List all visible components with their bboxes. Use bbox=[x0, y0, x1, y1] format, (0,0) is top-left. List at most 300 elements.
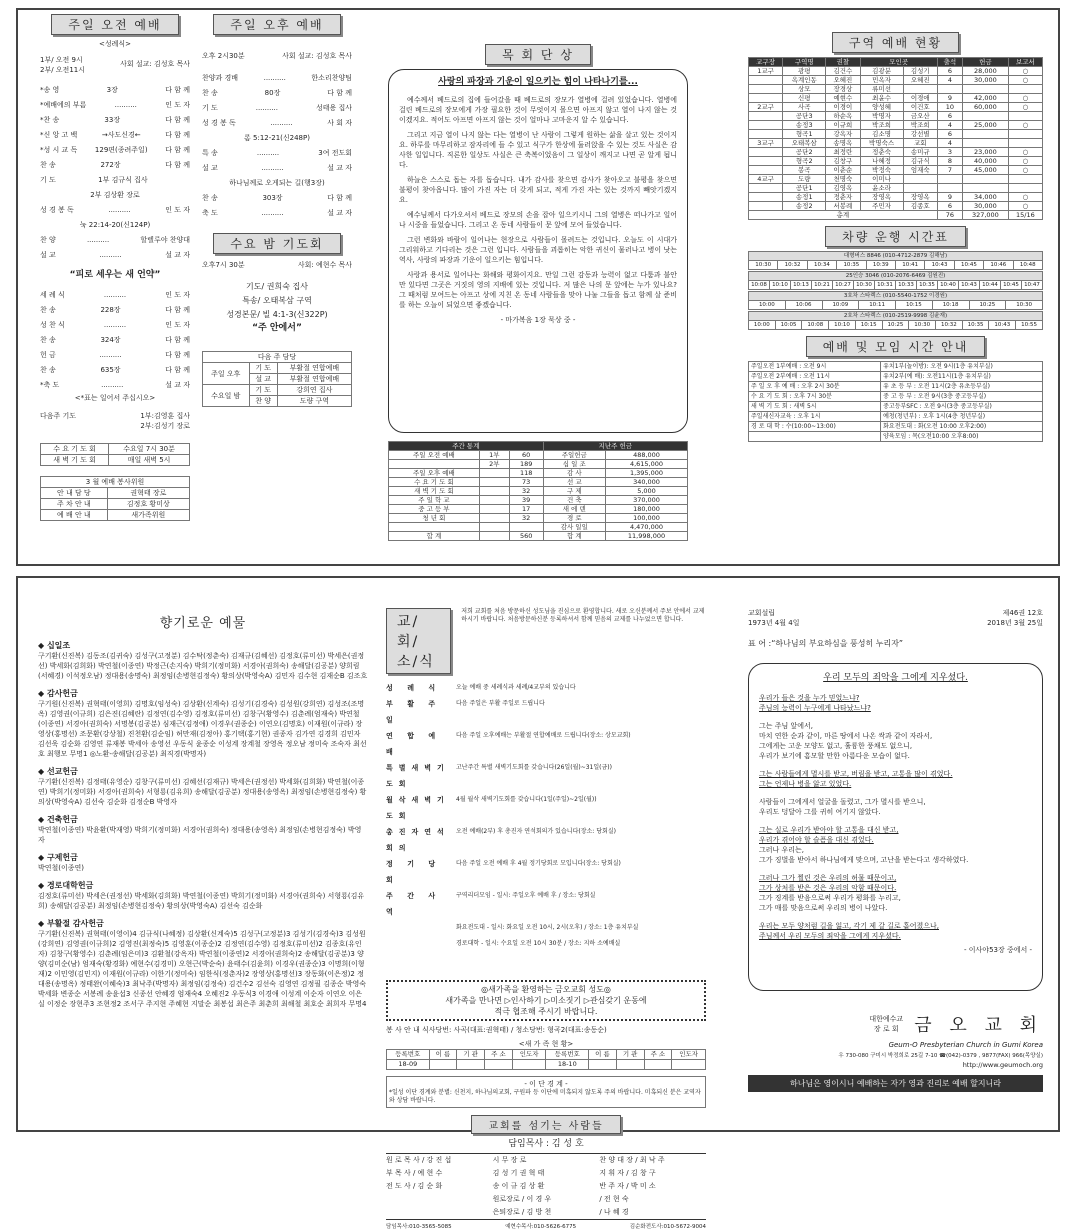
district-cell: 4교구 bbox=[749, 175, 783, 184]
district-cell: 4 bbox=[937, 76, 962, 85]
district-cell bbox=[749, 121, 783, 130]
stats-cell bbox=[389, 523, 480, 532]
cover-column bbox=[748, 578, 1043, 1130]
stats-cell: 중 고 등 부 bbox=[389, 505, 480, 514]
vehicle-stop-time: 10:09 bbox=[822, 301, 859, 310]
vehicle-stop-time: 10:41 bbox=[895, 261, 924, 270]
vehicle-stop-time: 10:15 bbox=[855, 321, 882, 330]
district-row bbox=[749, 94, 1043, 103]
district-cell: 9 bbox=[937, 94, 962, 103]
district-cell: 6 bbox=[937, 202, 962, 211]
meeting-row bbox=[749, 412, 1043, 422]
newcomer-welcome-box bbox=[386, 980, 706, 1021]
news-item-text: 다음 주일은 부활 주일로 드립니다 bbox=[456, 700, 545, 707]
vehicle-stop-row bbox=[749, 321, 1043, 330]
stats-cell: 39 bbox=[509, 496, 543, 505]
order-row bbox=[40, 318, 190, 333]
district-cell: 23,000 bbox=[963, 148, 1009, 157]
vehicle-stop-time: 10:32 bbox=[936, 321, 963, 330]
order-cell: 인 도 자 bbox=[165, 101, 190, 109]
news-item bbox=[386, 792, 706, 824]
news-item-key: 연 합 예 배 bbox=[386, 732, 442, 756]
poem-line: 주님의 능력이 누구에게 나타났느냐? bbox=[759, 704, 871, 712]
district-cell: ○ bbox=[1008, 157, 1042, 166]
vehicle-route-table bbox=[748, 311, 1043, 330]
offerings-list bbox=[38, 641, 368, 1009]
meeting-cell: 중고등부SFC : 오전 9시(3층 중고등부실) bbox=[881, 402, 1043, 412]
denomination: 대한예수교 장 로 회 bbox=[869, 1015, 904, 1033]
morning-order-list bbox=[40, 83, 190, 263]
district-header-cell: 헌금 bbox=[963, 58, 1009, 67]
poem-line bbox=[759, 913, 1032, 921]
stats-cell: 73 bbox=[509, 478, 543, 487]
newcomer-header-cell: 등록번호 bbox=[387, 1050, 430, 1060]
poem-line: 그가 징계를 받음으로써 우리가 평화를 누리고, bbox=[759, 894, 901, 902]
duty-cell: 권혁태 장로 bbox=[107, 488, 189, 499]
offerings-column bbox=[38, 578, 368, 1130]
newcomer-title: <새 가 족 현 황> bbox=[518, 1040, 574, 1048]
vehicle-route-name: 2호차 스타렉스 (010-2519-9998 김윤재) bbox=[749, 312, 1043, 321]
next-prayer bbox=[40, 411, 190, 431]
district-cell: 4 bbox=[937, 121, 962, 130]
order-cell: 80장 bbox=[264, 89, 281, 97]
order-row bbox=[40, 113, 190, 128]
newcomer-header-row bbox=[387, 1050, 706, 1060]
vehicle-stop-time: 10:34 bbox=[807, 261, 836, 270]
district-cell bbox=[963, 112, 1009, 121]
server-cell bbox=[386, 1193, 493, 1206]
district-cell: 장경상 bbox=[826, 85, 860, 94]
district-cell: 윤소라 bbox=[860, 184, 903, 193]
bulletin-outer-sheet bbox=[16, 576, 1060, 1230]
sermon-title: “피로 세우는 새 언약” bbox=[69, 270, 161, 280]
order-cell: *성 시 교 독 bbox=[40, 146, 78, 154]
order-row bbox=[40, 248, 190, 263]
order-row bbox=[40, 218, 190, 233]
meeting-cell: 유치2부(예 배): 오전11시(1층 유치부실) bbox=[881, 372, 1043, 382]
stats-row bbox=[389, 514, 688, 523]
next-duty-cell: 강희연 집사 bbox=[277, 385, 351, 396]
pastor-column-box bbox=[388, 69, 688, 433]
order-cell: 설 교 자 bbox=[327, 164, 352, 172]
order-cell: 성 찬 식 bbox=[40, 321, 65, 329]
order-cell: 324장 bbox=[100, 336, 121, 344]
pastor-column bbox=[388, 10, 688, 564]
poem-reference: - 이사야53장 중에서 - bbox=[964, 946, 1032, 954]
server-row bbox=[386, 1206, 706, 1219]
heresy-title: - 이 단 경 계 - bbox=[524, 1080, 568, 1088]
servers-title: 교회를 섬기는 사람들 bbox=[471, 1115, 620, 1134]
offering-group-names: 구기환(신진복) 김동조(김귀숙) 김성구(고정분) 김수탁(정춘숙) 김재규(김혜선) 김정호(류미선) 박세은(권정선) 박세화(김희화) 박연철(이종연) 박정근(손지숙) 박희기(정미화) 서경아(권희숙) 송해달(김공분) 양희림(서혜경) 이석정오남) 정대용(송명숙) 최정임(손병현김정숙) 황의상(박영숙A) 김민자 김수현 김재순B 김조흐 bbox=[38, 652, 368, 680]
stats-cell: 주 일 학 교 bbox=[389, 496, 480, 505]
stats-cell: 100,000 bbox=[606, 514, 688, 523]
district-cell: 김창구 bbox=[826, 157, 860, 166]
district-cell: 이미나 bbox=[860, 175, 903, 184]
welcome-box-line: ◎새가족을 환영하는 금오교회 성도◎ bbox=[481, 985, 611, 994]
district-cell: 4 bbox=[937, 139, 962, 148]
order-cell: 헌 금 bbox=[40, 351, 56, 359]
next-duty-title: 다음 주 담당 bbox=[203, 352, 352, 363]
district-row bbox=[749, 175, 1043, 184]
district-cell bbox=[749, 193, 783, 202]
vehicle-stop-time: 10:15 bbox=[896, 301, 933, 310]
order-cell: .......... bbox=[103, 291, 127, 299]
order-cell: 찬 송 bbox=[40, 336, 56, 344]
church-name-block bbox=[748, 1011, 1043, 1037]
church-website[interactable]: http://www.geumoch.org bbox=[962, 1061, 1043, 1069]
news-item-text: 4월 월삭 새벽기도회를 갖습니다(1일(주일)~2일(월)) bbox=[456, 796, 597, 803]
district-header-cell: 권찰 bbox=[826, 58, 860, 67]
vehicle-stop-time: 10:40 bbox=[938, 281, 959, 290]
offering-group-heading: ◆ 감사헌금 bbox=[38, 689, 78, 698]
district-cell bbox=[963, 85, 1009, 94]
vehicle-stop-time: 10:47 bbox=[1022, 281, 1043, 290]
wednesday-officiant: 사회: 예현수 목사 bbox=[297, 261, 352, 269]
wednesday-time-row bbox=[202, 260, 352, 270]
poem-line: 그가 매를 맞음으로써 우리의 병이 나았다. bbox=[759, 904, 888, 912]
stats-cell: 경 로 bbox=[543, 514, 605, 523]
stats-cell: 118 bbox=[509, 469, 543, 478]
vehicle-route-name: 3호차 스타렉스 (010-5540-1752 이경원) bbox=[749, 292, 1043, 301]
district-cell bbox=[749, 148, 783, 157]
stats-cell: 합 계 bbox=[389, 532, 480, 541]
vehicle-stop-time: 10:35 bbox=[837, 261, 866, 270]
news-item-key: 정 기 당 회 bbox=[386, 860, 442, 884]
order-cell: 눅 22:14-20(신124P) bbox=[79, 221, 151, 229]
next-prayer-1: 1부:김영훈 집사 bbox=[140, 412, 190, 420]
poem-line: 그가 상처를 받은 것은 우리의 악함 때문이다. bbox=[759, 884, 897, 892]
stats-cell: 488,000 bbox=[606, 451, 688, 460]
afternoon-time: 오후 2시30분 bbox=[202, 52, 245, 60]
vehicle-stop-time: 10:30 bbox=[909, 321, 936, 330]
order-cell: *송 영 bbox=[40, 86, 60, 94]
district-cell: ○ bbox=[1008, 94, 1042, 103]
vehicle-stop-time: 10:11 bbox=[859, 301, 896, 310]
newcomer-header-cell: 등록번호 bbox=[546, 1050, 589, 1060]
phone-2: 예현수목사:010-5626-6775 bbox=[505, 1224, 577, 1230]
next-duty-cell: 설 교 bbox=[249, 374, 277, 385]
stats-row bbox=[389, 487, 688, 496]
district-cell: ○ bbox=[1008, 103, 1042, 112]
vehicle-schedule bbox=[748, 251, 1043, 330]
duty-table bbox=[40, 476, 190, 521]
vehicle-stop-time: 10:43 bbox=[925, 261, 954, 270]
vehicle-stop-time: 10:08 bbox=[749, 281, 770, 290]
meeting-row bbox=[749, 382, 1043, 392]
newcomer-row bbox=[387, 1060, 706, 1070]
district-cell bbox=[749, 184, 783, 193]
news-item bbox=[386, 696, 706, 728]
next-duty-cell: 부활절 연합예배 bbox=[277, 363, 351, 374]
order-cell: 다 함 께 bbox=[165, 161, 190, 169]
order-cell: 인 도 자 bbox=[165, 291, 190, 299]
server-cell: 전 도 사 / 김 순 화 bbox=[386, 1182, 443, 1190]
district-cell: 봉곡 bbox=[783, 166, 826, 175]
order-cell: 하나님께로 오게되는 길(행3장) bbox=[229, 179, 325, 187]
server-row bbox=[386, 1154, 706, 1167]
newcomer-header-cell: 인도자 bbox=[672, 1050, 706, 1060]
news-item bbox=[386, 856, 706, 888]
pastor-column-body bbox=[399, 95, 677, 310]
poem-line: 그는 주님 앞에서, bbox=[759, 722, 814, 730]
district-cell: 박조희 bbox=[903, 121, 937, 130]
order-cell: 303장 bbox=[262, 194, 283, 202]
stats-cell: 건 축 bbox=[543, 496, 605, 505]
news-item bbox=[386, 920, 706, 936]
order-cell: 축 도 bbox=[202, 209, 218, 217]
news-item-key: 성 례 식 bbox=[386, 684, 442, 692]
order-cell: .......... bbox=[101, 381, 124, 389]
district-cell: ○ bbox=[1008, 148, 1042, 157]
district-cell: 정춘자 bbox=[826, 193, 860, 202]
stats-cell: 340,000 bbox=[606, 478, 688, 487]
district-cell bbox=[749, 112, 783, 121]
stats-header: 주간 통계 bbox=[389, 442, 544, 451]
district-cell: 60,000 bbox=[963, 103, 1009, 112]
district-cell: 사곡 bbox=[783, 103, 826, 112]
district-cell bbox=[1008, 112, 1042, 121]
vehicle-stop-time: 10:27 bbox=[833, 281, 854, 290]
vehicle-route-header-row bbox=[749, 292, 1043, 301]
vehicle-stop-time: 10:33 bbox=[896, 281, 917, 290]
vehicle-stop-time: 10:43 bbox=[959, 281, 980, 290]
district-cell: 김종호 bbox=[903, 202, 937, 211]
offering-group-heading: ◆ 구제헌금 bbox=[38, 853, 78, 862]
duty-title: 3 월 예배 봉사위원 bbox=[41, 477, 190, 488]
district-header-cell: 출석 bbox=[937, 58, 962, 67]
news-item-key: 월삭새벽기도회 bbox=[386, 796, 450, 820]
afternoon-time-row: 오후 2시30분 사회 설교: 김성호 목사 bbox=[202, 52, 352, 60]
phone-3: 김순화전도사:010-5672-9004 bbox=[629, 1224, 706, 1230]
district-row bbox=[749, 202, 1043, 211]
order-cell: 기 도 bbox=[40, 176, 56, 184]
news-item-text: 오늘 예배 중 세례식과 세례/4교부의 있습니다 bbox=[456, 684, 576, 691]
pastor-paragraph: 예수님께서 다가오셔서 베드로 장모의 손을 잡아 일으키시니 그의 열병은 떠나가고 일어나 시중을 들었습니다. 그리고 온 동네 사람들이 문 앞에 모여 들었습니다. bbox=[399, 211, 677, 229]
order-cell: 272장 bbox=[100, 161, 121, 169]
news-item-text: 다음 주일 오전 예배 후 4월 정기당회로 모입니다(장소: 당회실) bbox=[456, 860, 621, 867]
order-cell: 다 함 께 bbox=[165, 351, 190, 359]
offering-group-heading: ◆ 부활절 감사헌금 bbox=[38, 919, 104, 928]
district-row bbox=[749, 166, 1043, 175]
district-total-cell: 327,000 bbox=[963, 211, 1009, 220]
duty-cell: 새가족위원 bbox=[107, 510, 189, 521]
next-duty-cell: 기 도 bbox=[249, 385, 277, 396]
stats-cell: 청 년 회 bbox=[389, 514, 480, 523]
newcomer-header-cell: 기 관 bbox=[616, 1050, 644, 1060]
stats-cell: 1부 bbox=[479, 451, 509, 460]
meeting-cell: 예청(청년부) : 오후 1시(4층 청년부실) bbox=[881, 412, 1043, 422]
district-cell: 7 bbox=[937, 166, 962, 175]
district-cell: 상모 bbox=[783, 85, 826, 94]
server-row bbox=[386, 1180, 706, 1193]
order-cell: 129편(종려주일) bbox=[94, 146, 148, 154]
meetings-table bbox=[748, 361, 1043, 442]
pastor-paragraph: 하늘은 스스로 돕는 자를 돕습니다. 내가 감사를 찾으면 감사가 찾아오고 불평을 찾으면 불평이 찾아옵니다. 많이 가진 자는 더 갖게 되고, 적게 가진 자는 있는 것까지 빼앗기겠지요. bbox=[399, 176, 677, 204]
wednesday-line: “주 안에서” bbox=[252, 323, 302, 333]
stats-cell: 17 bbox=[509, 505, 543, 514]
pastor-paragraph: 예수께서 베드로의 집에 들어갔을 때 베드로의 장모가 열병에 걸려 있었습니다. 열병에 걸린 베드로의 장모에게 가장 필요한 것이 무엇이지 몰으면 아프지 않고 열이 나지 않는 것이겠지요. 적어도 아프면 아프지 않는 것이 얼마나 고마운지 알 수 있습니다. bbox=[399, 96, 677, 124]
meeting-row bbox=[749, 402, 1043, 412]
poem-line: 사람들이 그에게서 얼굴을 돌렸고, 그가 멸시를 받으니, bbox=[759, 798, 926, 806]
district-cell: 김영옥 bbox=[826, 184, 860, 193]
prayer-table-cell: 수 요 기 도 회 bbox=[41, 444, 109, 455]
order-cell: .......... bbox=[86, 236, 110, 244]
district-cell bbox=[1008, 130, 1042, 139]
news-item bbox=[386, 888, 706, 920]
newcomer-cell: 18-10 bbox=[546, 1060, 589, 1070]
stats-cell bbox=[479, 505, 509, 514]
district-cell: 송명옥 bbox=[826, 139, 860, 148]
order-row bbox=[40, 98, 190, 113]
church-english-name: Geum-O Presbyterian Church in Gumi Korea bbox=[888, 1041, 1043, 1049]
stats-header: 지난주 헌금 bbox=[543, 442, 687, 451]
stats-cell: 60 bbox=[509, 451, 543, 460]
district-row bbox=[749, 157, 1043, 166]
district-cell: 34,000 bbox=[963, 193, 1009, 202]
poem-line: 그는 사람들에게 멸시를 받고, 버림을 받고, 고통을 많이 겪었다. bbox=[759, 770, 953, 778]
offerings-title: 향기로운 예물 bbox=[159, 616, 247, 631]
stats-cell bbox=[479, 514, 509, 523]
newcomer-header-cell: 이 름 bbox=[429, 1050, 457, 1060]
order-cell: 인 도 자 bbox=[165, 206, 190, 214]
vehicle-stop-time: 10:18 bbox=[932, 301, 969, 310]
stats-cell: 2부 bbox=[479, 460, 509, 469]
stats-cell: 십 일 조 bbox=[543, 460, 605, 469]
poem-line bbox=[759, 789, 1032, 797]
news-item-text: 화요전도대 - 일시: 화요일 오전 10시, 2시(오후) / 장소: 1층 유치부실 bbox=[456, 924, 639, 931]
sacrament-subtitle: <성례식> bbox=[98, 40, 132, 48]
vehicle-stop-time: 10:35 bbox=[917, 281, 938, 290]
poem-line bbox=[759, 817, 1032, 825]
vehicle-stop-row bbox=[749, 281, 1043, 290]
district-total-cell: 총계 bbox=[749, 211, 938, 220]
newcomer-cell bbox=[616, 1060, 644, 1070]
stats-cell: 4,470,000 bbox=[606, 523, 688, 532]
district-cell: 김규식 bbox=[903, 157, 937, 166]
order-cell: 성 경 봉 독 bbox=[40, 206, 74, 214]
meetings-title: 예배 및 모임 시간 안내 bbox=[806, 336, 986, 357]
duty-cell: 예 배 안 내 bbox=[41, 510, 108, 521]
district-cell: 옥계인동 bbox=[783, 76, 826, 85]
order-row bbox=[40, 143, 190, 158]
order-row bbox=[40, 203, 190, 218]
volunteer-info: 봉 사 안 내 식사당번: 사곡(대표:권혁태) / 청소당번: 형곡2(대표:송동순) bbox=[386, 1026, 607, 1034]
order-cell: 3여 전도회 bbox=[318, 149, 352, 157]
district-cell: 최정란 bbox=[826, 148, 860, 157]
heresy-text: *일성 이단 경계와 분별: 신천지, 하나님의교회, 구원파 등 이단에 미혹되지 않도록 주의 바랍니다. 미혹되신 분은 교역자와 상담 바랍니다. bbox=[389, 1089, 701, 1104]
stats-cell bbox=[479, 487, 509, 496]
district-cell: ○ bbox=[1008, 193, 1042, 202]
senior-pastor: 담임목사 : 김 성 호 bbox=[508, 1139, 584, 1149]
district-cell: 6 bbox=[937, 112, 962, 121]
district-cell: 김광분 bbox=[860, 67, 903, 76]
next-duty-cell: 찬 양 bbox=[249, 396, 277, 407]
vehicle-stop-time: 10:31 bbox=[875, 281, 896, 290]
vehicle-stop-time: 10:44 bbox=[980, 281, 1001, 290]
issue-date: 2018년 3월 25일 bbox=[987, 619, 1043, 627]
afternoon-officiant-label: 사회 설교 bbox=[282, 52, 312, 60]
order-cell: .......... bbox=[99, 351, 122, 359]
meeting-row bbox=[749, 392, 1043, 402]
vehicle-stop-time: 10:30 bbox=[1006, 301, 1043, 310]
district-cell bbox=[903, 175, 937, 184]
poem-line: 그러나 그가 찔린 것은 우리의 허물 때문이고, bbox=[759, 874, 897, 882]
district-cell: 신평 bbox=[783, 94, 826, 103]
district-cell: 6 bbox=[937, 130, 962, 139]
news-item bbox=[386, 936, 706, 952]
district-cell bbox=[937, 184, 962, 193]
district-cell bbox=[749, 157, 783, 166]
order-cell: 다 함 께 bbox=[165, 306, 190, 314]
stats-row bbox=[389, 451, 688, 460]
poem-line: 우리가 들은 것을 누가 믿었느냐? bbox=[759, 694, 860, 702]
district-table bbox=[748, 57, 1043, 220]
district-cell: 이경애 bbox=[903, 94, 937, 103]
stats-cell: 주일헌금 bbox=[543, 451, 605, 460]
pastor-column-title: 사랑의 파장과 기운이 일으키는 힘이 나타나기를... bbox=[438, 77, 638, 87]
district-cell: 공단3 bbox=[783, 112, 826, 121]
stats-cell bbox=[479, 469, 509, 478]
district-cell bbox=[937, 85, 962, 94]
offering-group-heading: ◆ 선교헌금 bbox=[38, 767, 78, 776]
news-item-text: 고난주간 특별 새벽기도회를 갖습니다(26일(월)~31일(금)) bbox=[456, 764, 612, 771]
vehicle-stop-row bbox=[749, 261, 1043, 270]
vehicle-stop-time: 10:10 bbox=[770, 281, 791, 290]
district-cell: 30,000 bbox=[963, 202, 1009, 211]
morning-time-2: 2부/ 오전11시 bbox=[40, 66, 85, 74]
server-cell bbox=[386, 1206, 493, 1219]
stats-cell bbox=[479, 478, 509, 487]
stats-cell: 주일 오전 예배 bbox=[389, 451, 480, 460]
district-cell bbox=[963, 175, 1009, 184]
news-items bbox=[386, 680, 706, 952]
district-total-cell: 76 bbox=[937, 211, 962, 220]
vehicle-route-table bbox=[748, 271, 1043, 290]
wednesday-line: 기도/ 권희숙 집사 bbox=[246, 282, 308, 291]
vehicle-route-header-row bbox=[749, 252, 1043, 261]
district-cell: 김소명 bbox=[860, 130, 903, 139]
stats-row bbox=[389, 496, 688, 505]
poem-line bbox=[759, 713, 1032, 721]
news-item-key: 부 활 주 일 bbox=[386, 700, 442, 724]
district-cell: 강선별 bbox=[903, 130, 937, 139]
duty-cell: 주 차 안 내 bbox=[41, 499, 108, 510]
church-name: 금 오 교 회 bbox=[914, 1015, 1043, 1036]
stats-row bbox=[389, 469, 688, 478]
order-cell: →사도신경← bbox=[101, 131, 141, 139]
district-header-cell: 교구장 bbox=[749, 58, 783, 67]
vehicle-route-table bbox=[748, 251, 1043, 270]
bulletin-inner-sheet bbox=[16, 8, 1060, 566]
news-item-key: 총진자연석회의 bbox=[386, 828, 450, 852]
district-row bbox=[749, 112, 1043, 121]
server-row bbox=[386, 1193, 706, 1206]
vehicle-stop-time: 10:43 bbox=[989, 321, 1016, 330]
offering-group-names: 박연철(이종연) bbox=[38, 864, 85, 872]
officiant-label: 사회 설교 bbox=[120, 60, 150, 68]
order-cell: 성태용 집사 bbox=[315, 104, 352, 112]
newcomer-header-cell: 주 소 bbox=[644, 1050, 672, 1060]
district-cell: 1교구 bbox=[749, 67, 783, 76]
district-cell: 오태복삼 bbox=[783, 139, 826, 148]
welcome-box-line: 새가족을 만나면 ▷인사하기 ▷미소짓기 ▷관심갖기 운동에 bbox=[445, 996, 647, 1005]
order-cell: 다 함 께 bbox=[165, 86, 190, 94]
stats-row bbox=[389, 478, 688, 487]
meeting-row bbox=[749, 432, 1043, 442]
order-row bbox=[40, 348, 190, 363]
vehicle-stop-time: 10:55 bbox=[1016, 321, 1043, 330]
offering-group-names: 구기원(신진복) 권혁태(이영희) 김명호(임성숙) 김상환(신계숙) 김성기(김경숙) 김성원(강희연) 김성조(조명옥) 김영권(이규희) 김은진(김혜란) 김정연(김수영) 김정호(류미선) 김창구(황영수) 김춘례(엄재숙) 박연철(이종연) 서경아(권희숙) 서명봉(김공분) 심재근(김정애) 이경우(권종순) 이연오(김명호) 이재원(이규라) 장영상(홍명선) 조문환(강상철) 진천환(김순임) 허만재(김정아) 홍기택(홍기현) 권종자 김가연 김경희 김민자 김선욱 김순화 김영연 류재봉 박세아 송영선 우동식 윤종순 이성계 장계철 장영옥 정오남 정미숙 조숙자 최선호 최행모 무명1 ◎노환-송해달(김공분) 최직경(박명자) bbox=[38, 700, 367, 758]
